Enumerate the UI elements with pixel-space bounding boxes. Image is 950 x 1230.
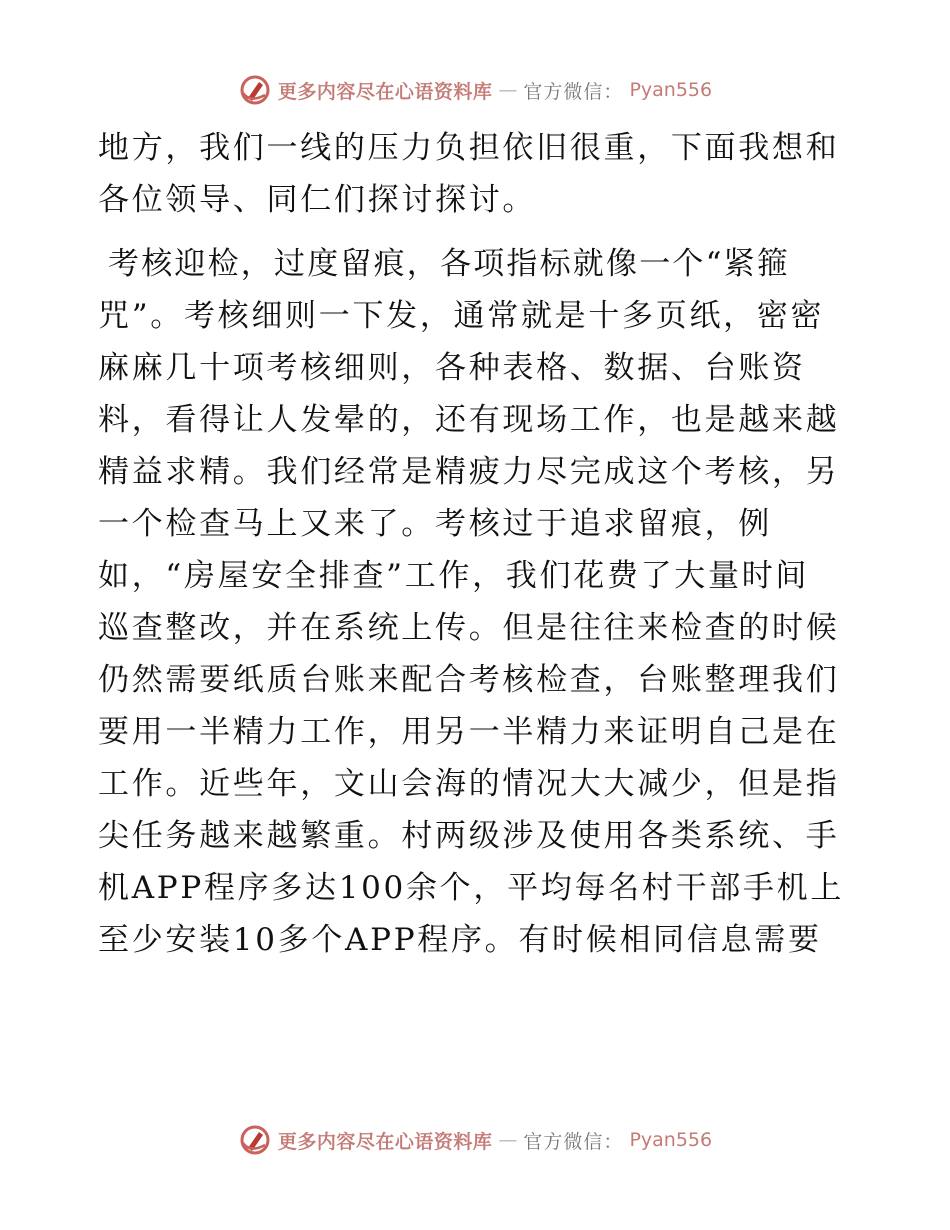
text-line: 咒”。考核细则一下发，通常就是十多页纸，密密 <box>98 298 825 334</box>
banner-wechat-label: 官方微信： <box>523 80 624 103</box>
header-banner <box>0 72 950 108</box>
text-line: 各位领导、同仁们探讨探讨。 <box>98 182 537 218</box>
banner-wechat-id: Pyan556 <box>629 79 713 101</box>
text-line: 至少安装10多个APP程序。有时候相同信息需要 <box>98 922 822 958</box>
banner-separator: — <box>498 1129 518 1151</box>
document-body <box>98 122 858 966</box>
text-line: 工作。近些年，文山会海的情况大大减少，但是指 <box>98 766 840 802</box>
text-line: 精益求精。我们经常是精疲力尽完成这个考核，另 <box>98 454 840 490</box>
text-line: 仍然需要纸质台账来配合考核检查，台账整理我们 <box>98 662 840 698</box>
footer-banner <box>0 1122 950 1158</box>
banner-wechat-label: 官方微信： <box>523 1130 624 1153</box>
text-line: 要用一半精力工作，用另一半精力来证明自己是在 <box>98 714 840 750</box>
text-line: 机APP程序多达100余个，平均每名村干部手机上 <box>98 870 845 906</box>
banner-main-text: 更多内容尽在心语资料库 <box>277 80 493 103</box>
text-line: 一个检查马上又来了。考核过于追求留痕，例 <box>98 506 772 542</box>
text-line: 地方，我们一线的压力负担依旧很重，下面我想和 <box>98 130 840 166</box>
text-line: 考核迎检，过度留痕，各项指标就像一个“紧箍 <box>108 246 791 282</box>
banner-separator: — <box>498 79 518 101</box>
text-line: 如，“房屋安全排查”工作，我们花费了大量时间 <box>98 558 810 594</box>
text-line: 麻麻几十项考核细则，各种表格、数据、台账资 <box>98 350 806 386</box>
text-line: 料，看得让人发晕的，还有现场工作，也是越来越 <box>98 402 840 438</box>
banner-main-text: 更多内容尽在心语资料库 <box>277 1130 493 1153</box>
paragraph <box>98 238 858 966</box>
paragraph <box>98 122 858 226</box>
pen-nib-logo-icon <box>238 1123 272 1157</box>
banner-wechat-id: Pyan556 <box>629 1129 713 1151</box>
pen-nib-logo-icon <box>238 73 272 107</box>
text-line: 尖任务越来越繁重。村两级涉及使用各类系统、手 <box>98 818 840 854</box>
text-line: 巡查整改，并在系统上传。但是往往来检查的时候 <box>98 610 840 646</box>
